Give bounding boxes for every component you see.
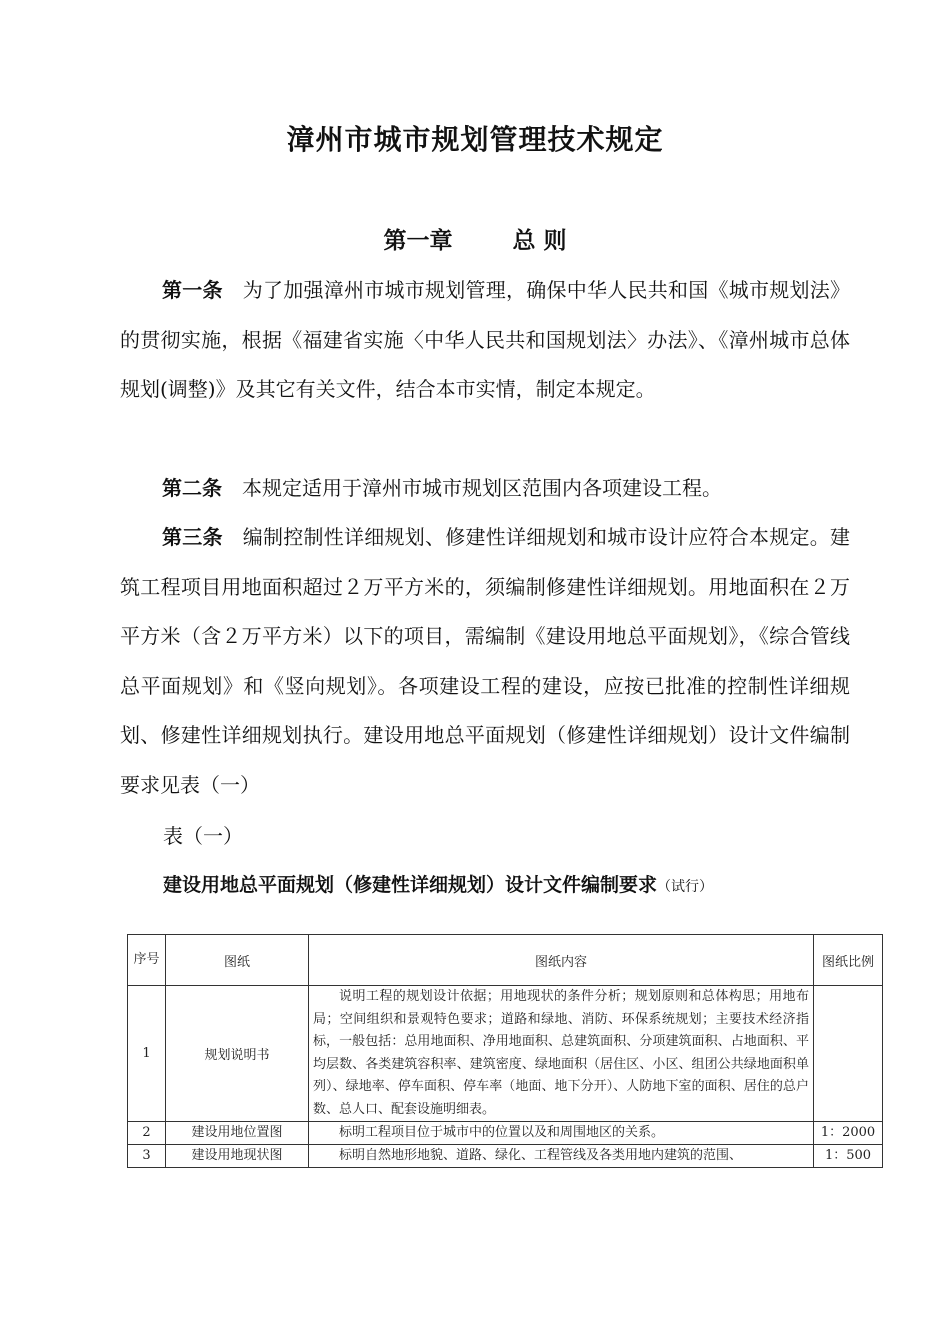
table-row xyxy=(128,1145,883,1168)
chapter-name: 总 则 xyxy=(512,228,567,254)
header-scale: 图纸比例 xyxy=(814,935,883,986)
row-no: 1 xyxy=(128,986,166,1122)
header-no: 序号 xyxy=(128,935,166,986)
row-drawing: 规划说明书 xyxy=(166,986,309,1122)
table-title-text: 建设用地总平面规划（修建性详细规划）设计文件编制要求 xyxy=(163,874,658,896)
table-row xyxy=(128,986,883,1122)
document-title: 漳州市城市规划管理技术规定 xyxy=(286,123,664,156)
article-1 xyxy=(120,266,850,415)
row-no: 3 xyxy=(128,1145,166,1168)
row-content: 标明自然地形地貌、道路、绿化、工程管线及各类用地内建筑的范围、 xyxy=(309,1145,814,1168)
row-drawing: 建设用地现状图 xyxy=(166,1145,309,1168)
chapter-heading xyxy=(0,222,950,255)
chapter-number: 第一章 xyxy=(383,228,453,254)
table-header-row xyxy=(128,935,883,986)
row-no: 2 xyxy=(128,1122,166,1145)
header-drawing: 图纸 xyxy=(166,935,309,986)
row-drawing: 建设用地位置图 xyxy=(166,1122,309,1145)
row-scale: 1：500 xyxy=(814,1145,883,1168)
article-3 xyxy=(120,513,850,810)
article-3-label: 第三条 xyxy=(162,525,223,549)
row-content: 说明工程的规划设计依据；用地现状的条件分析；规划原则和总体构思；用地布局；空间组织和景观特色要求；道路和绿地、消防、环保系统规划；主要技术经济指标，一般包括：总用地面积、净用地面积、总建筑面积、分项建筑面积、占地面积、平均层数、各类建筑容积率、建筑密度、绿地面积（居住区、小区、组团公共绿地面积单列）、绿地率、停车面积、停车率（地面、地下分开）、人防地下室的面积、居住的总户数、总人口、配套设施明细表。 xyxy=(309,986,814,1122)
table-row xyxy=(128,1122,883,1145)
row-scale xyxy=(814,986,883,1122)
table-title xyxy=(163,870,713,897)
article-1-text: 为了加强漳州市城市规划管理，确保中华人民共和国《城市规划法》的贯彻实施，根据《福建省实施〈中华人民共和国规划法〉办法》、《漳州城市总体规划(调整)》及其它有关文件，结合本市实情，制定本规定。 xyxy=(120,278,850,401)
article-2-label: 第二条 xyxy=(162,476,222,500)
article-1-label: 第一条 xyxy=(162,278,223,302)
article-2-text: 本规定适用于漳州市城市规划区范围内各项建设工程。 xyxy=(242,476,722,500)
header-content: 图纸内容 xyxy=(309,935,814,986)
table-title-note: （试行） xyxy=(657,879,714,895)
article-2 xyxy=(120,464,850,514)
article-3-text: 编制控制性详细规划、修建性详细规划和城市设计应符合本规定。建筑工程项目用地面积超过２万平方米的，须编制修建性详细规划。用地面积在２万平方米（含２万平方米）以下的项目，需编制《建设用地总平面规划》，《综合管线总平面规划》和《竖向规划》。各项建设工程的建设，应按已批准的控制性详细规划、修建性详细规划执行。建设用地总平面规划（修建性详细规划）设计文件编制要求见表（一） xyxy=(120,525,850,797)
table-label: 表（一） xyxy=(163,824,243,848)
row-scale: 1：2000 xyxy=(814,1122,883,1145)
row-content: 标明工程项目位于城市中的位置以及和周围地区的关系。 xyxy=(309,1122,814,1145)
requirements-table xyxy=(127,934,883,1168)
